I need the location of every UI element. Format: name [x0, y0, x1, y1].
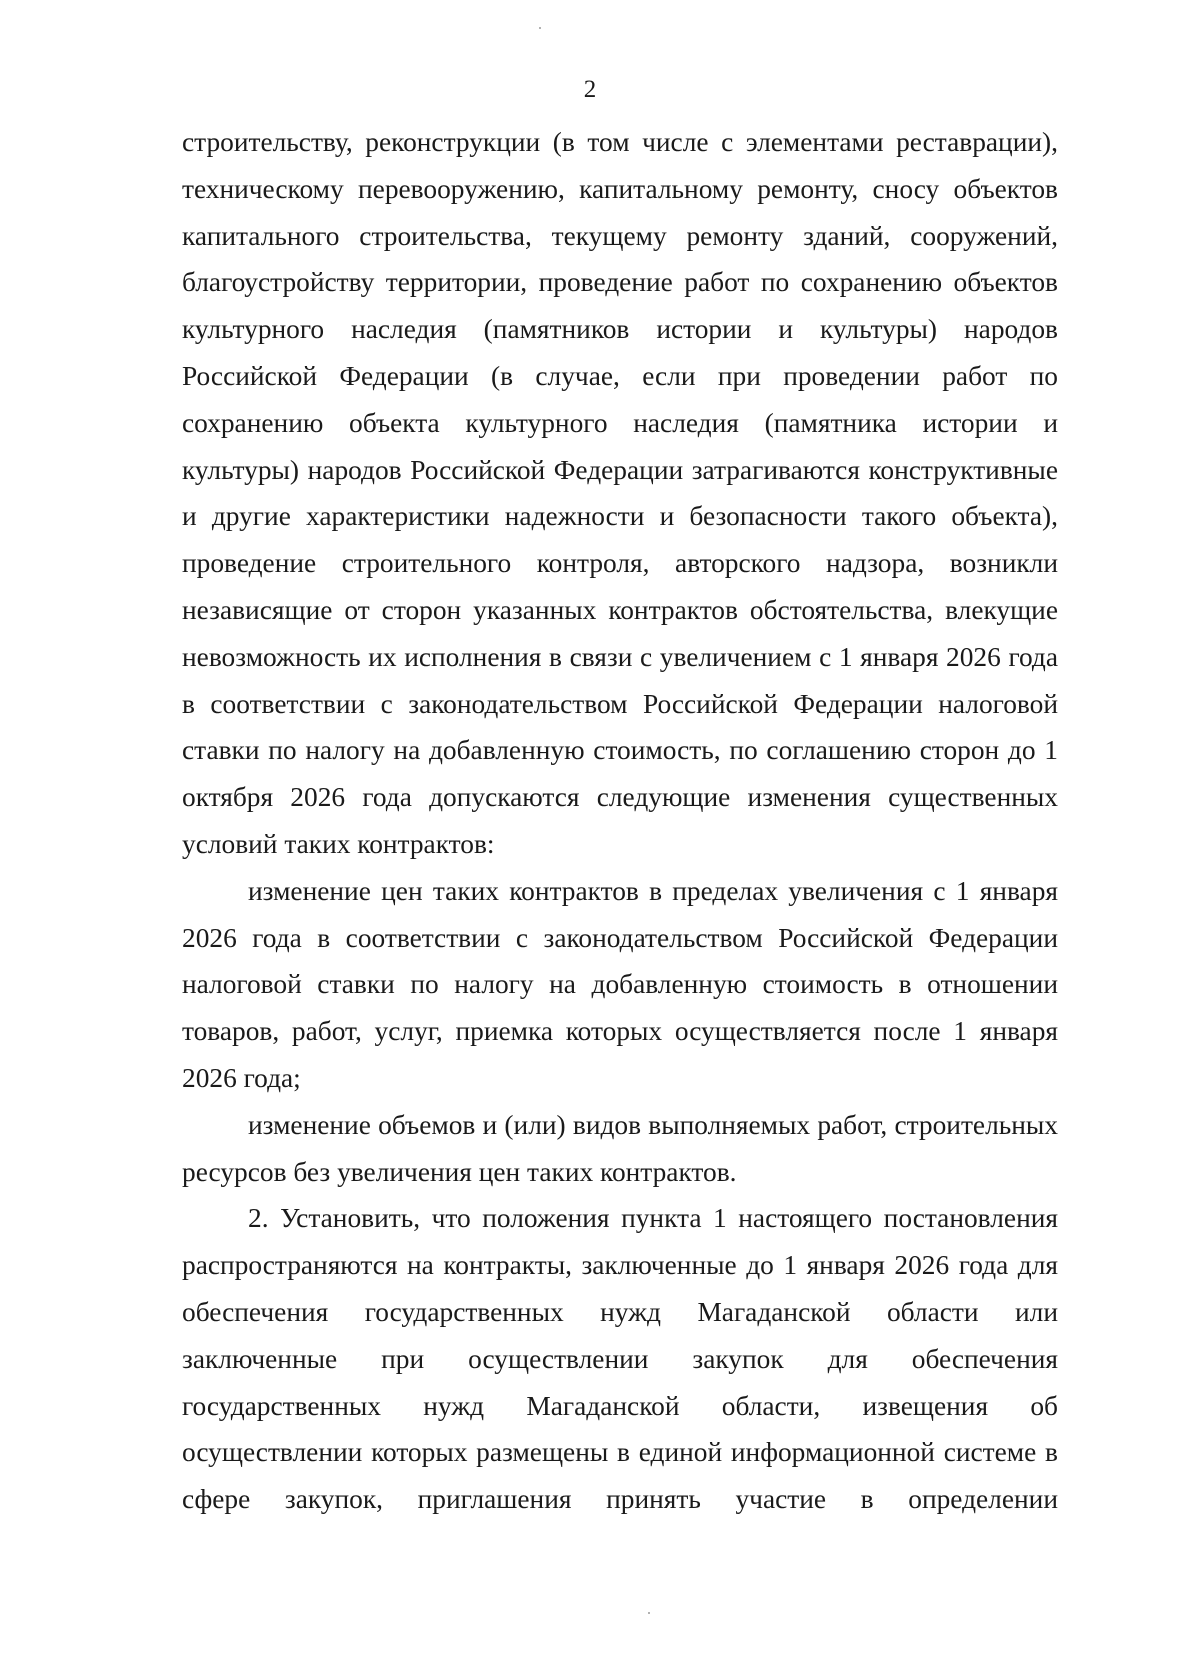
- paragraph-point-2: 2. Установить, что положения пункта 1 настоящего постановления распространяются на контракты, заключенные до 1 января 2026 года для обеспечения государственных нужд Магаданской области или заключенные при осуществлении закупок для обеспечения государственных нужд Магаданской области, извещения об осуществлении которых размещены в единой информационной системе в сфере закупок, приглашения принять участие в определении: [182, 1203, 1058, 1515]
- scan-speck: [539, 27, 541, 29]
- paragraph-continuation: строительству, реконструкции (в том числе с элементами реставрации), техническому перевооружению, капитальному ремонту, сносу объектов капитального строительства, текущему ремонту зданий, сооружений, благоустройству территории, проведение работ по сохранению объектов культурного наследия (памятников истории и культуры) народов Российской Федерации (в случае, если при проведении работ по сохранению объекта культурного наследия (памятника истории и культуры) народов Российской Федерации затрагиваются конструктивные и другие характеристики надежности и безопасности такого объекта), проведение строительного контроля, авторского надзора, возникли независящие от сторон указанных контрактов обстоятельства, влекущие невозможность их исполнения в связи с увеличением с 1 января 2026 года в соответствии с законодательством Российской Федерации налоговой ставки по налогу на добавленную стоимость, по соглашению сторон до 1 октября 2026 года допускаются следующие изменения существенных условий таких контрактов:: [182, 127, 1058, 859]
- paragraph-scope-change: изменение объемов и (или) видов выполняемых работ, строительных ресурсов без увеличения цен таких контрактов.: [182, 1109, 1058, 1187]
- scan-speck: [648, 1612, 650, 1614]
- page-number: 2: [583, 76, 597, 103]
- document-body: [182, 119, 1058, 1523]
- paragraph-price-change: изменение цен таких контрактов в пределах увеличения с 1 января 2026 года в соответствии с законодательством Российской Федерации налоговой ставки по налогу на добавленную стоимость в отношении товаров, работ, услуг, приемка которых осуществляется после 1 января 2026 года;: [182, 875, 1058, 1093]
